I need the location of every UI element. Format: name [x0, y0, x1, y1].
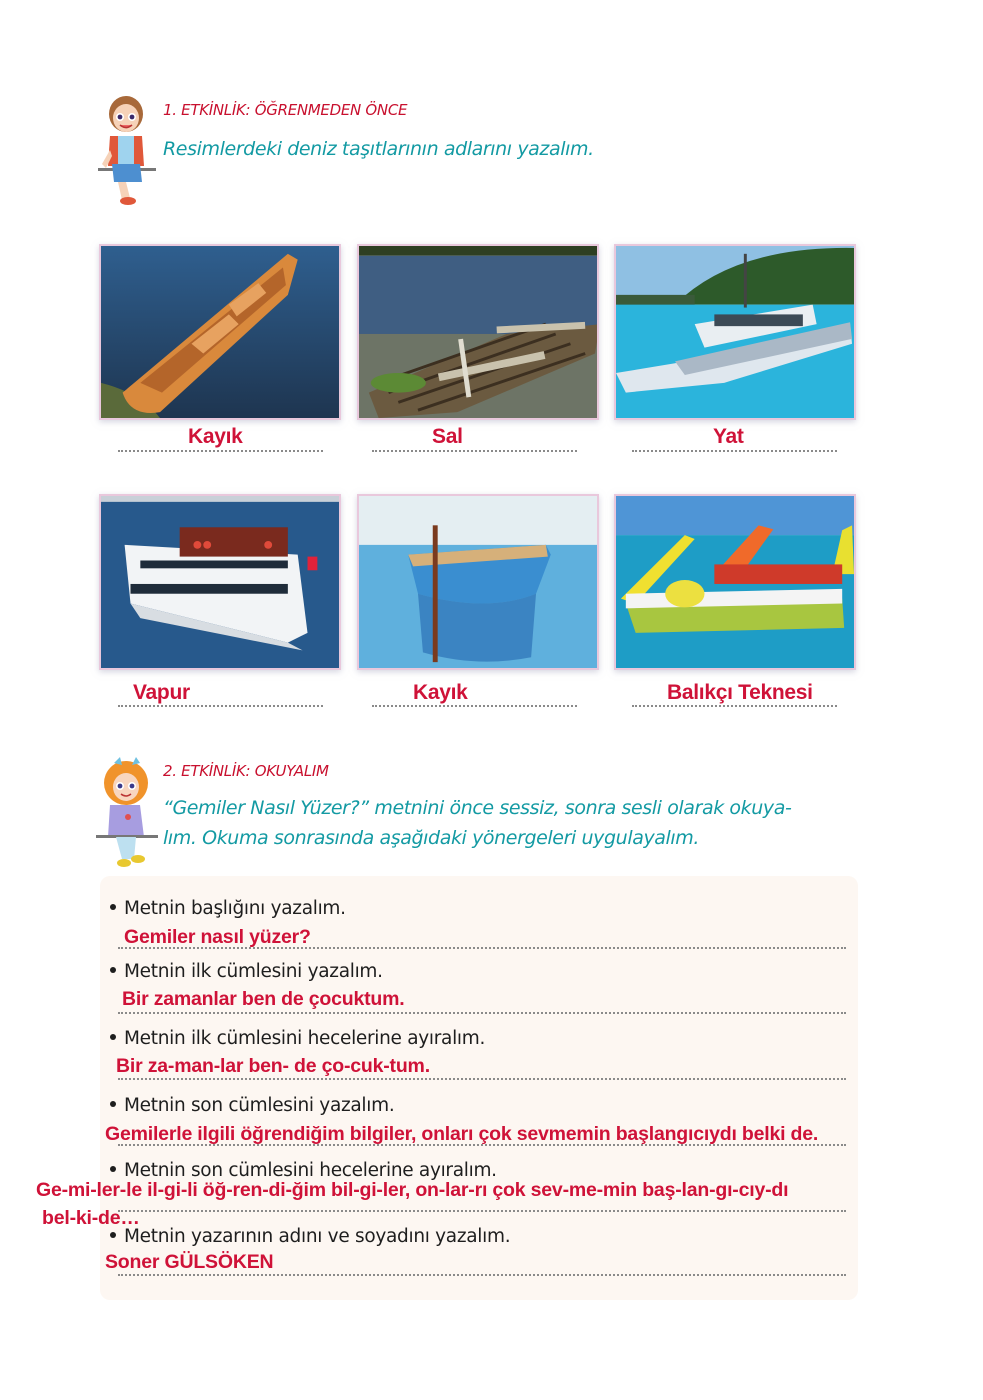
answer-yacht: Yat [713, 425, 744, 448]
yacht-photo [614, 244, 856, 420]
task-5-prompt: Metnin son cümlesini hecelerine ayıralım. [110, 1160, 497, 1181]
task-1-answer: Gemiler nasıl yüzer? [124, 926, 311, 948]
canoe-photo [99, 244, 341, 420]
answer-line-6 [632, 705, 837, 707]
task-6-line [118, 1274, 846, 1276]
task-6-prompt: Metnin yazarının adını ve soyadını yazalım. [110, 1226, 510, 1247]
answer-raft: Sal [432, 425, 463, 448]
task-2-line [118, 1012, 846, 1014]
bullet-icon [110, 904, 116, 910]
task-1-line [118, 947, 846, 949]
rowboat-photo [357, 494, 599, 670]
answer-line-5 [372, 705, 577, 707]
task-4-answer: Gemilerle ilgili öğrendiğim bilgiler, onları çok sevmemin başlangıcıydı belki de. [105, 1123, 819, 1145]
activity-2-instruction-line-1: “Gemiler Nasıl Yüzer?” metnini önce sessiz, sonra sesli olarak okuya- [163, 797, 792, 819]
answer-line-4 [118, 705, 323, 707]
task-3-prompt: Metnin ilk cümlesini hecelerine ayıralım. [110, 1028, 485, 1049]
task-6-answer: Soner GÜLSÖKEN [105, 1251, 274, 1273]
task-4-prompt: Metnin son cümlesini yazalım. [110, 1095, 394, 1116]
answer-ferry: Vapur [133, 681, 190, 704]
answer-canoe: Kayık [188, 425, 243, 448]
activity-1-title: 1. ETKİNLİK: ÖĞRENMEDEN ÖNCE [163, 101, 408, 119]
answer-rowboat: Kayık [413, 681, 468, 704]
activity-2-instruction-line-2: lım. Okuma sonrasında aşağıdaki yönergeleri uygulayalım. [163, 827, 700, 849]
activity-1-instruction: Resimlerdeki deniz taşıtlarının adlarını yazalım. [163, 138, 594, 160]
bullet-icon [110, 1166, 116, 1172]
ferry-photo [99, 494, 341, 670]
answer-line-3 [632, 450, 837, 452]
task-5-answer-line-2: bel-ki-de… [42, 1207, 140, 1229]
task-1-prompt: Metnin başlığını yazalım. [110, 898, 346, 919]
raft-photo [357, 244, 599, 420]
answer-line-1 [118, 450, 323, 452]
boy-character-illustration [96, 90, 160, 208]
task-3-line [118, 1078, 846, 1080]
task-3-answer: Bir za-man-lar ben- de ço-cuk-tum. [116, 1055, 430, 1077]
task-5-line [118, 1210, 846, 1212]
task-2-answer: Bir zamanlar ben de çocuktum. [122, 988, 405, 1010]
pedal-boat-photo [614, 494, 856, 670]
answer-line-2 [372, 450, 577, 452]
bullet-icon [110, 1232, 116, 1238]
activity-2-title: 2. ETKİNLİK: OKUYALIM [163, 762, 329, 780]
task-2-prompt: Metnin ilk cümlesini yazalım. [110, 961, 383, 982]
bullet-icon [110, 1034, 116, 1040]
answer-pedal-boat: Balıkçı Teknesi [667, 681, 813, 704]
bullet-icon [110, 967, 116, 973]
girl-character-illustration [96, 755, 160, 873]
bullet-icon [110, 1101, 116, 1107]
task-5-answer-line-1: Ge-mi-ler-le il-gi-li öğ-ren-di-ğim bil-gi-ler, on-lar-rı çok sev-me-min baş-lan-gı-cıy-dı [36, 1179, 789, 1201]
